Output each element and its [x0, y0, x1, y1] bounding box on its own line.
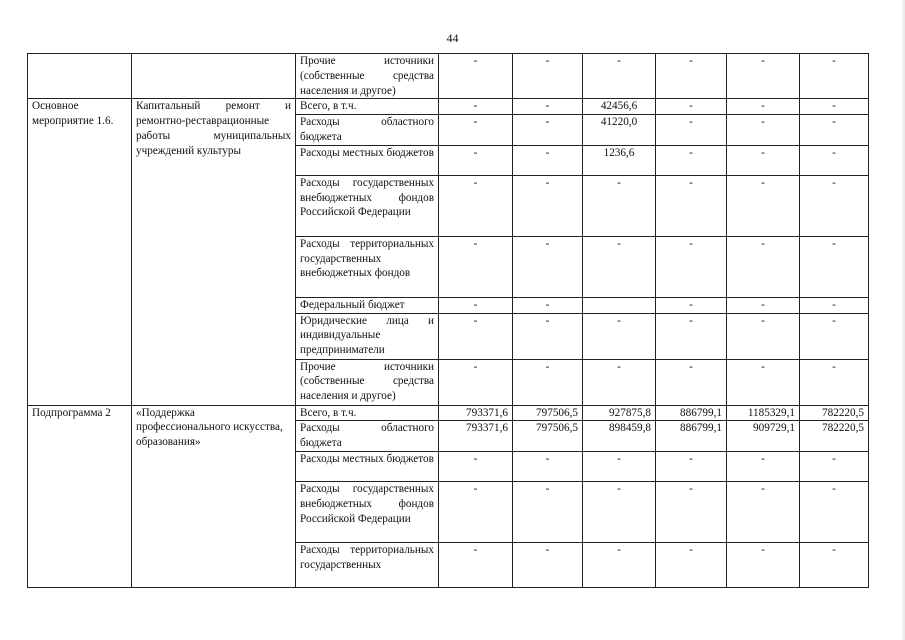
- source-cell: Расходы государственных внебюджетных фондов Российской Федерации: [296, 481, 439, 542]
- value-cell: [583, 297, 656, 313]
- value-cell: -: [583, 54, 656, 99]
- value-cell: 886799,1: [656, 421, 727, 452]
- source-cell: Федеральный бюджет: [296, 297, 439, 313]
- event-cell: [28, 405, 132, 587]
- value-cell: -: [439, 99, 513, 115]
- value-cell: -: [656, 451, 727, 481]
- value-cell: 793371,6: [439, 421, 513, 452]
- value-cell: 42456,6: [583, 99, 656, 115]
- value-cell: -: [727, 542, 800, 587]
- name-cell: [132, 405, 296, 587]
- value-cell: -: [583, 175, 656, 236]
- value-cell: -: [800, 175, 869, 236]
- event-cell: Основное мероприятие 1.6.: [28, 99, 132, 405]
- source-cell: Расходы областного бюджета: [296, 421, 439, 452]
- value-cell: -: [656, 175, 727, 236]
- value-cell: 1185329,1: [727, 405, 800, 421]
- value-cell: -: [727, 99, 800, 115]
- value-cell: 1236,6: [583, 145, 656, 175]
- value-cell: -: [727, 313, 800, 359]
- name-cell: Капитальный ремонт и ремонтно-реставрационные работы муниципальных учреждений культуры: [132, 99, 296, 405]
- value-cell: -: [727, 451, 800, 481]
- source-cell: Расходы областного бюджета: [296, 115, 439, 146]
- source-cell: Прочие источники (собственные средства населения и другое): [296, 54, 439, 99]
- value-cell: 782220,5: [800, 405, 869, 421]
- subprogram-label: Подпрограмма 2: [32, 406, 111, 419]
- value-cell: -: [439, 115, 513, 146]
- value-cell: -: [727, 175, 800, 236]
- source-cell: Расходы государственных внебюджетных фондов Российской Федерации: [296, 175, 439, 236]
- source-cell: Всего, в т.ч.: [296, 99, 439, 115]
- value-cell: -: [513, 313, 583, 359]
- value-cell: 909729,1: [727, 421, 800, 452]
- value-cell: -: [583, 542, 656, 587]
- value-cell: -: [439, 145, 513, 175]
- value-cell: -: [656, 54, 727, 99]
- value-cell: -: [513, 297, 583, 313]
- source-cell: Прочие источники (собственные средства населения и другое): [296, 359, 439, 405]
- value-cell: -: [513, 54, 583, 99]
- value-cell: -: [583, 236, 656, 297]
- value-cell: -: [800, 145, 869, 175]
- value-cell: -: [513, 451, 583, 481]
- value-cell: -: [656, 542, 727, 587]
- value-cell: -: [727, 359, 800, 405]
- value-cell: -: [439, 236, 513, 297]
- value-cell: -: [800, 542, 869, 587]
- page-edge: [901, 0, 905, 640]
- source-cell: Юридические лица и индивидуальные предприниматели: [296, 313, 439, 359]
- source-cell: Расходы местных бюджетов: [296, 145, 439, 175]
- value-cell: -: [727, 297, 800, 313]
- value-cell: -: [800, 236, 869, 297]
- value-cell: 898459,8: [583, 421, 656, 452]
- value-cell: -: [800, 313, 869, 359]
- source-cell: Расходы территориальных государственных внебюджетных фондов: [296, 236, 439, 297]
- value-cell: -: [727, 115, 800, 146]
- value-cell: -: [727, 481, 800, 542]
- value-cell: -: [800, 297, 869, 313]
- source-cell: Расходы территориальных государственных: [296, 542, 439, 587]
- value-cell: -: [513, 542, 583, 587]
- value-cell: -: [439, 359, 513, 405]
- value-cell: -: [800, 359, 869, 405]
- value-cell: 797506,5: [513, 421, 583, 452]
- value-cell: 927875,8: [583, 405, 656, 421]
- table-row: [28, 99, 869, 115]
- table-row: [28, 54, 869, 99]
- value-cell: -: [439, 54, 513, 99]
- value-cell: -: [583, 359, 656, 405]
- subprogram-name: «Поддержка профессионального искусства, образования»: [136, 406, 283, 449]
- table-row: [28, 405, 869, 421]
- value-cell: -: [727, 145, 800, 175]
- value-cell: -: [583, 451, 656, 481]
- value-cell: -: [656, 481, 727, 542]
- value-cell: -: [656, 313, 727, 359]
- value-cell: -: [513, 481, 583, 542]
- value-cell: -: [656, 359, 727, 405]
- value-cell: -: [439, 451, 513, 481]
- page-number: 44: [446, 31, 459, 45]
- value-cell: -: [439, 481, 513, 542]
- value-cell: -: [513, 236, 583, 297]
- value-cell: -: [439, 313, 513, 359]
- value-cell: 797506,5: [513, 405, 583, 421]
- value-cell: -: [800, 54, 869, 99]
- source-cell: Расходы местных бюджетов: [296, 451, 439, 481]
- value-cell: -: [439, 542, 513, 587]
- value-cell: -: [583, 313, 656, 359]
- value-cell: -: [656, 236, 727, 297]
- name-cell: [132, 54, 296, 99]
- value-cell: -: [513, 99, 583, 115]
- value-cell: -: [513, 115, 583, 146]
- value-cell: -: [800, 99, 869, 115]
- value-cell: 793371,6: [439, 405, 513, 421]
- value-cell: -: [583, 481, 656, 542]
- value-cell: 41220,0: [583, 115, 656, 146]
- value-cell: -: [727, 54, 800, 99]
- value-cell: -: [656, 99, 727, 115]
- value-cell: -: [513, 359, 583, 405]
- value-cell: -: [727, 236, 800, 297]
- value-cell: -: [513, 145, 583, 175]
- value-cell: 886799,1: [656, 405, 727, 421]
- source-cell: Всего, в т.ч.: [296, 405, 439, 421]
- budget-table: [27, 53, 869, 588]
- value-cell: -: [800, 481, 869, 542]
- value-cell: -: [800, 451, 869, 481]
- value-cell: -: [513, 175, 583, 236]
- value-cell: -: [439, 297, 513, 313]
- value-cell: -: [656, 297, 727, 313]
- value-cell: -: [656, 145, 727, 175]
- value-cell: 782220,5: [800, 421, 869, 452]
- value-cell: -: [439, 175, 513, 236]
- value-cell: -: [800, 115, 869, 146]
- value-cell: -: [656, 115, 727, 146]
- table-body: [28, 54, 869, 588]
- event-cell: [28, 54, 132, 99]
